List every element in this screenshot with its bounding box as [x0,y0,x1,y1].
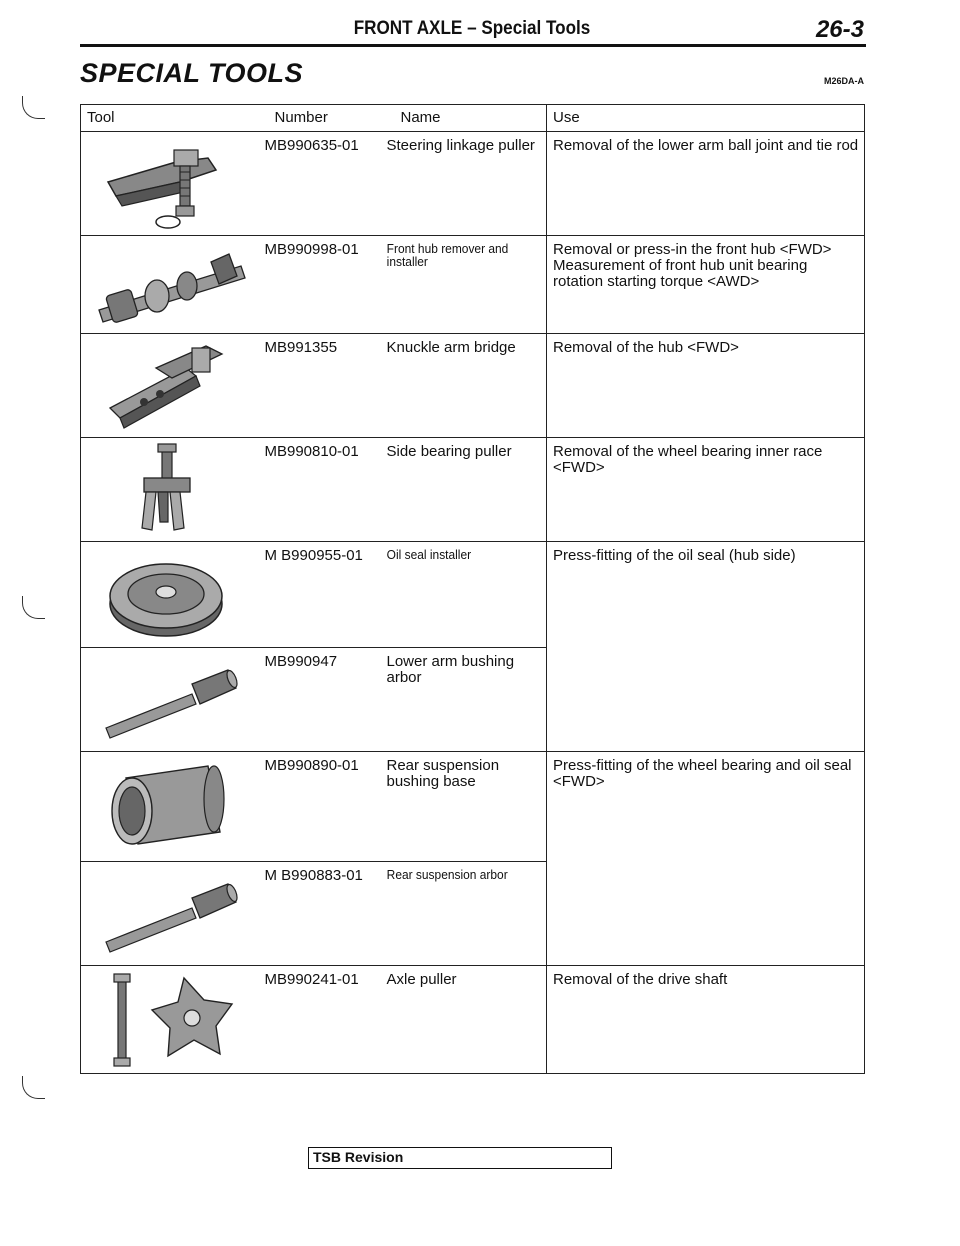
tool-name-cell [383,542,547,648]
tool-number: MB990635-01 [264,137,359,154]
column-header-use: Use [547,105,865,132]
table-row [81,132,865,236]
table-row [81,542,865,648]
tool-illustration-cell [81,438,261,542]
tool-name: Lower arm bushing arbor [386,653,515,686]
tool-use-cell [547,752,865,966]
special-tools-table [80,104,865,1074]
tool-use-cell [547,132,865,236]
tool-use: Removal of the drive shaft [553,971,728,988]
tool-number-cell [261,966,383,1074]
tool-name-cell [383,862,547,966]
tool-name: Axle puller [386,971,457,988]
tool-use: Removal or press-in the front hub <FWD> Measurement of front hub unit bearing rotation starting torque <AWD> [553,241,832,290]
tool-name-cell [383,966,547,1074]
page-number: 26-3 [815,16,864,43]
tool-illustration-cell [81,542,261,648]
tool-use-cell [547,438,865,542]
tool-name-cell [383,648,547,752]
tool-number-cell [261,334,383,438]
column-header-number: Number [261,105,383,132]
tool-name-cell [383,132,547,236]
tool-illustration-cell [81,334,261,438]
tool-name: Rear suspension arbor [386,867,508,882]
section-title: SPECIAL TOOLS [80,58,304,88]
tool-use-cell [547,334,865,438]
tool-number: MB991355 [264,339,338,356]
tool-number-cell [261,132,383,236]
tool-illustration-cell [81,752,261,862]
oil-seal-installer-icon [96,546,246,644]
binder-hole-mark [22,596,45,619]
tool-illustration-cell [81,236,261,334]
tool-number-cell [261,438,383,542]
knuckle-arm-bridge-icon [96,338,246,434]
tool-name: Steering linkage puller [386,137,535,154]
table-row [81,236,865,334]
tool-number-cell [261,752,383,862]
tool-name: Side bearing puller [386,443,512,460]
table-row [81,752,865,862]
tool-name: Rear suspension bushing base [386,757,500,790]
tool-use-cell [547,966,865,1074]
tsb-revision-label: TSB Revision [313,1149,404,1165]
tool-name-cell [383,438,547,542]
tool-name-cell [383,752,547,862]
tool-illustration-cell [81,132,261,236]
binder-hole-mark [22,96,45,119]
rear-suspension-bushing-base-icon [96,756,246,856]
tool-number-cell [261,236,383,334]
tool-illustration-cell [81,648,261,752]
tool-use: Removal of the lower arm ball joint and tie rod [553,137,859,154]
tool-use-cell [547,542,865,752]
header-rule [80,44,866,47]
header-title: FRONT AXLE – Special Tools [353,18,591,39]
front-hub-remover-icon [91,240,251,330]
tool-number-cell [261,648,383,752]
tool-use: Removal of the wheel bearing inner race <FWD> [553,443,823,476]
column-header-name: Name [383,105,547,132]
axle-puller-icon [96,970,246,1070]
tool-number: MB990890-01 [264,757,359,774]
tool-number: MB990241-01 [264,971,359,988]
tool-number-cell [261,862,383,966]
steering-linkage-puller-icon [96,136,246,232]
table-row [81,438,865,542]
column-header-tool: Tool [81,105,261,132]
tool-number: M B990955-01 [264,547,363,564]
rear-suspension-arbor-icon [96,866,246,956]
tool-number: MB990947 [264,653,338,670]
tool-illustration-cell [81,862,261,966]
table-row [81,334,865,438]
tool-use: Press-fitting of the oil seal (hub side) [553,547,796,564]
page-header [78,18,866,44]
document-code: M26DA-A [823,76,864,86]
tool-number: MB990810-01 [264,443,359,460]
tool-use: Removal of the hub <FWD> [553,339,739,356]
tool-illustration-cell [81,966,261,1074]
lower-arm-bushing-arbor-icon [96,652,246,742]
tool-name: Knuckle arm bridge [386,339,516,356]
tool-number-cell [261,542,383,648]
side-bearing-puller-icon [96,442,246,538]
binder-hole-mark [22,1076,45,1099]
tool-use: Press-fitting of the wheel bearing and oil seal <FWD> [553,757,852,790]
tool-name: Front hub remover and installer [386,241,508,269]
tool-use-cell [547,236,865,334]
tool-number: M B990883-01 [264,867,363,884]
tool-name-cell [383,236,547,334]
table-row [81,966,865,1074]
tool-name: Oil seal installer [386,547,471,562]
tsb-revision-box [308,1147,612,1169]
table-header-row [81,105,865,132]
tool-number: MB990998-01 [264,241,359,258]
tool-name-cell [383,334,547,438]
